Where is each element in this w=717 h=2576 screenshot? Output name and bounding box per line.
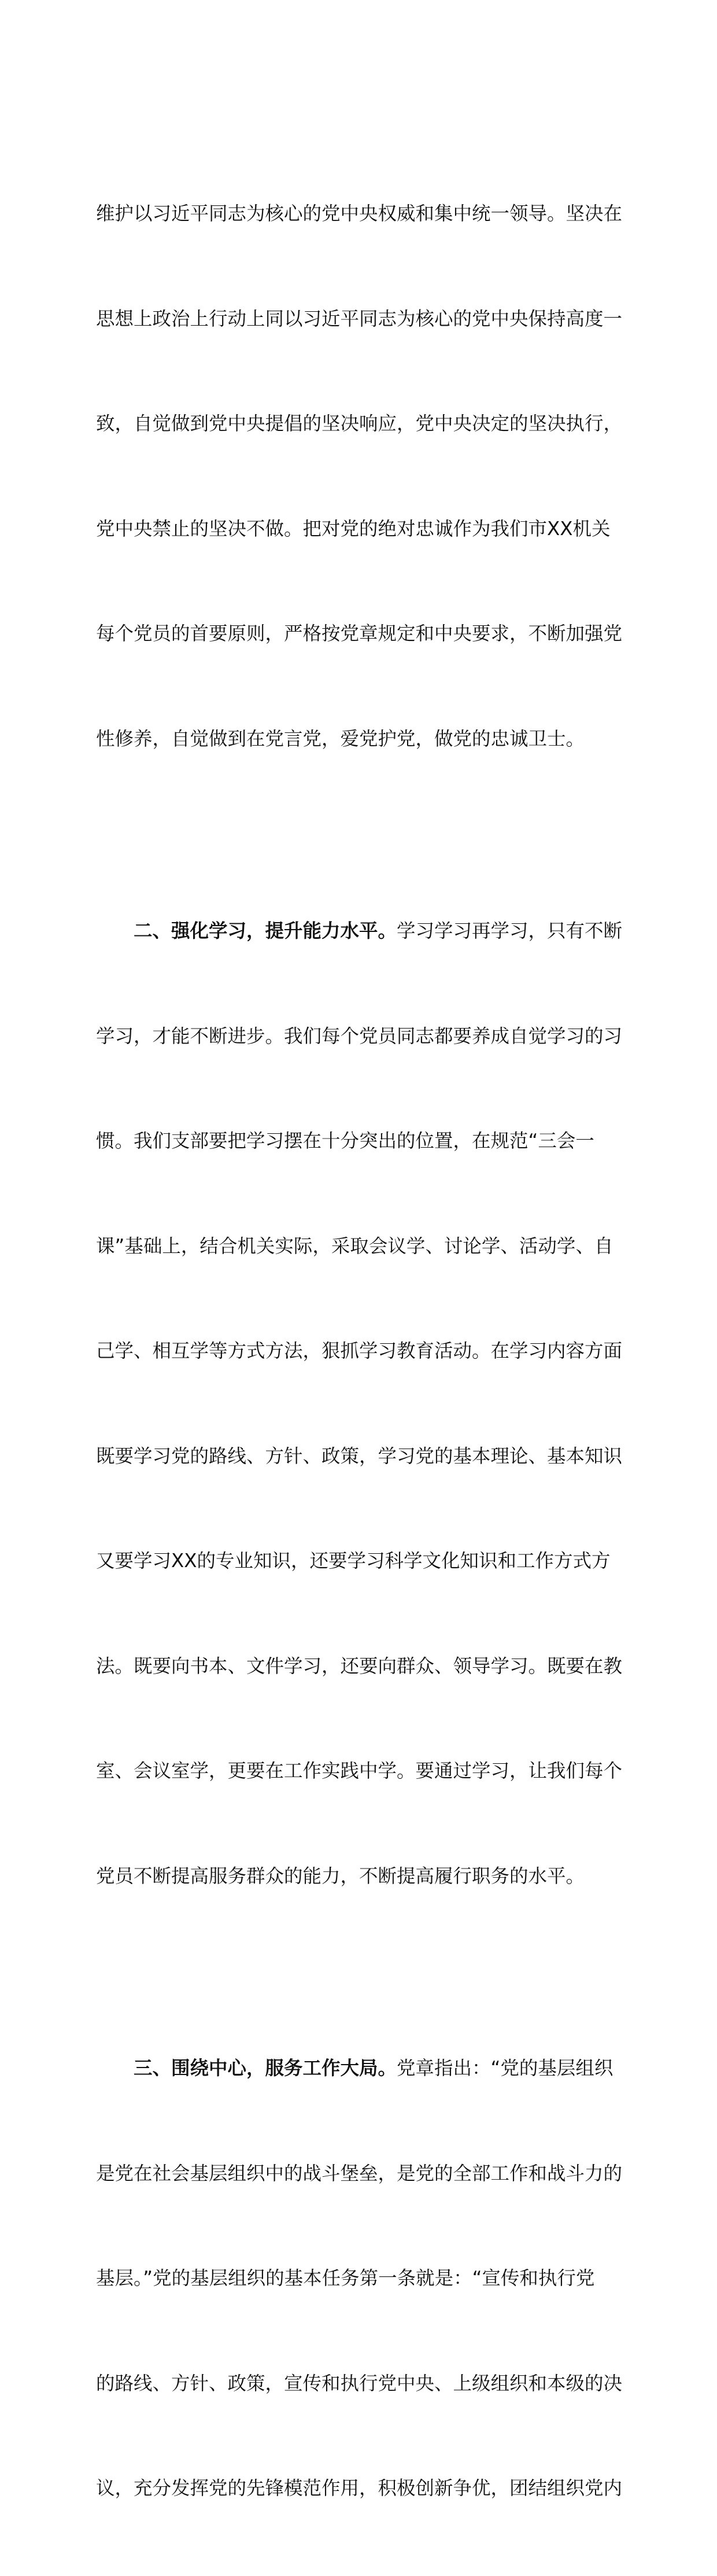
paragraph-3 (96, 1981, 642, 2576)
text-line: 党中央禁止的坚决不做。把对党的绝对忠诚作为我们市XX机关 (96, 517, 611, 540)
text-line: 是党在社会基层组织中的战斗堡垒，是党的全部工作和战斗力的 (96, 2162, 623, 2184)
text-line: 的路线、方针、政策，宣传和执行党中央、上级组织和本级的决 (96, 2372, 623, 2394)
text-line: 既要学习党的路线、方针、政策，学习党的基本理论、基本知识 (96, 1444, 623, 1467)
text-line: 议，充分发挥党的先锋模范作用，积极创新争优，团结组织党内 (96, 2477, 623, 2499)
text-line: 致，自觉做到党中央提倡的坚决响应，党中央决定的坚决执行， (96, 412, 623, 434)
text-line: 每个党员的首要原则，严格按党章规定和中央要求，不断加强党 (96, 622, 623, 644)
paragraph-2 (96, 843, 642, 1963)
text-run: 党章指出：“党的基层组织 (397, 2057, 613, 2079)
text-line: 法。既要向书本、文件学习，还要向群众、领导学习。既要在教 (96, 1654, 623, 1677)
text-line: 又要学习XX的专业知识，还要学习科学文化知识和工作方式方 (96, 1550, 611, 1572)
paragraph-spacing (96, 826, 642, 843)
text-line (96, 913, 642, 949)
paragraph-1 (96, 126, 642, 826)
text-line: 学习，才能不断进步。我们每个党员同志都要养成自觉学习的习 (96, 1024, 623, 1047)
text-line: 基层。”党的基层组织的基本任务第一条就是：“宣传和执行党 (96, 2267, 595, 2289)
paragraph-spacing (96, 1963, 642, 1981)
text-line: 己学、相互学等方式方法，狠抓学习教育活动。在学习内容方面 (96, 1340, 623, 1362)
text-run: 学习学习再学习，只有不断 (397, 920, 623, 942)
text-line: 课”基础上，结合机关实际，采取会议学、讨论学、活动学、自 (96, 1234, 613, 1257)
text-line: 维护以习近平同志为核心的党中央权威和集中统一领导。坚决在 (96, 202, 623, 224)
section-heading: 三、围绕中心，服务工作大局。 (134, 2057, 397, 2079)
text-line (96, 2051, 642, 2086)
text-line: 室、会议室学，更要在工作实践中学。要通过学习，让我们每个 (96, 1760, 623, 1782)
text-line: 性修养，自觉做到在党言党，爱党护党，做党的忠诚卫士。 (96, 727, 585, 750)
text-line: 惯。我们支部要把学习摆在十分突出的位置，在规范“三会一 (96, 1130, 594, 1152)
document-body (96, 126, 642, 2576)
text-line: 党员不断提高服务群众的能力，不断提高履行职务的水平。 (96, 1864, 585, 1887)
section-heading: 二、强化学习，提升能力水平。 (134, 920, 397, 942)
text-line: 思想上政治上行动上同以习近平同志为核心的党中央保持高度一 (96, 307, 623, 330)
